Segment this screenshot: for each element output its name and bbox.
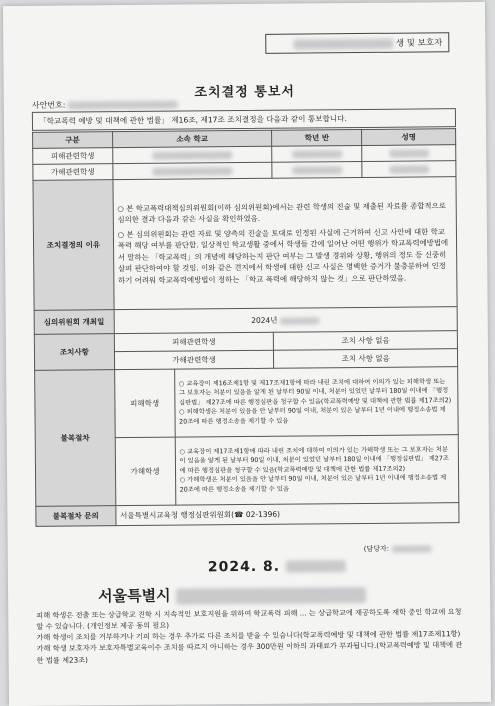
offender-name [362, 161, 456, 178]
measure-victim-value: 조치 사항 없음 [274, 331, 458, 351]
redacted-meeting-date [280, 317, 320, 324]
officer-label: (담당자: [363, 544, 390, 553]
reason-content [113, 177, 457, 310]
appeal-offender-label: 가해학생 [115, 437, 175, 506]
redacted-officer [391, 545, 431, 552]
meeting-date-value: 2024년 [251, 315, 278, 325]
intro-text: 「학교폭력 예방 및 대책에 관한 법률」 제16조, 제17조 조치결정을 다음과 같이 통보합니다. [32, 108, 456, 131]
appeal-offender-text-1: ○ 교육장이 제17조제1항에 따라 내린 조치에 대하여 이의가 있는 가해학생 또는 그 보호자는 처분이 있음을 알게 된 날부터 90일 이내, 처분이 있었던 날부터 180일 이내에 「행정심판법」 제27조에 따른 행정심판을 청구할 수 있음(학교폭력예방 및 대책에 관한 법률 제17조의2) [179, 446, 449, 475]
meeting-label: 심의위원회 개최일 [34, 310, 114, 335]
appeal-victim-text-2: ○ 피해학생은 처분이 있음을 안 날부터 90일 이내, 처분이 있은 날부터 1년 이내에 행정소송법 제20조에 따른 행정소송을 제기할 수 있음 [179, 406, 446, 426]
offender-school [113, 162, 273, 179]
measures-label: 조치사항 [34, 334, 114, 371]
header-name: 성명 [362, 129, 456, 146]
appeal-offender-text-2: ○ 가해학생은 처분이 있음을 안 날부터 90일 이내, 처분이 있은 날부터 1년 이내에 행정소송법 제20조에 따른 행정소송을 제기할 수 있음 [179, 474, 447, 494]
officer-contact [364, 543, 432, 554]
appeal-victim-label: 피해학생 [114, 369, 174, 438]
appeal-victim-content [174, 367, 458, 437]
decision-table [32, 128, 459, 527]
issuer-name-text: 서울특별시 [98, 586, 171, 606]
reason-paragraph-2: ○ 본 심의위원회는 관련 자료 및 양측의 진술을 토대로 인정된 사실에 근거하여 신고 사안에 대한 학교폭력 해당 여부를 판단함. 일상적인 학교생활 중에서 학생들 간에 일어난 어떤 행위가 학교폭력예방법에서 말하는 「학교폭력」의 개념에 해당하는지 판단 여부는 그 발생 경위와 상황, 행위의 정도 등 신중히 살펴 판단하여야 할 것임. 이와 같은 견지에서 학생에 대한 신고 사실은 명백한 증거가 불충분하여 인정하기 어려워 학교폭력예방법이 정하는 「학교 폭력에 해당하지 않는 것」으로 판단하였음. [117, 227, 449, 285]
redacted-day [286, 560, 346, 573]
row-offender-label: 가해관련학생 [33, 164, 113, 181]
redacted-case-number [68, 100, 178, 109]
reason-paragraph-1: ○ 본 학교폭력대책심의위원회(이하 심의위원회)에서는 관련 학생의 진술 및 제출된 자료를 종합적으로 심의한 결과 다음과 같은 사실을 확인하였음. [117, 201, 446, 225]
victim-school [112, 146, 272, 163]
case-number [32, 99, 178, 111]
header-grade: 학년 반 [272, 129, 362, 146]
measure-offender-label: 가해관련학생 [114, 350, 274, 369]
note-2: 가해 학생이 조치를 거부하거나 기피 하는 경우 추가로 다른 조치를 받을 수 있습니다(학교폭력예방 및 대책에 관한 법률 제17조제11항) [36, 629, 461, 643]
issue-date [208, 558, 346, 575]
inquiry-value: 서울특별시교육청 행정심판위원회(☎ 02-1396) [116, 503, 459, 526]
note-1: 피해 학생은 전출 또는 상급학교 진학 시 지속적인 보호지원을 위하여 학교폭력 피해 ... 는 상급학교에 재공하도록 재학 중인 학교에 요청할 수 있습니다. (개인정보 제공 동의 필요) [36, 607, 462, 632]
redacted-recipient [293, 38, 393, 49]
appeal-victim-text-1: ○ 교육장이 제16조제1항 및 제17조제1항에 따라 내린 조치에 대하여 이의가 있는 피해학생 또는 그 보호자는 처분이 있음을 알게 된 날부터 90일 이내, 처분이 있었던 날부터 180일 이내에 「행정심판법」 제27조에 따른 행정심판을 청구할 수 있음(학교폭력예방 및 대책에 관한 법률 제17조의2) [178, 378, 452, 407]
footer-notes [36, 606, 466, 666]
header-school: 소속 학교 [112, 130, 272, 147]
measure-offender-value: 조치 사항 없음 [274, 349, 458, 369]
measure-victim-label: 피해관련학생 [114, 332, 274, 351]
inquiry-label: 불복절차 문의 [36, 506, 116, 527]
recipient-box [265, 32, 449, 54]
appeal-label: 불복절차 [35, 370, 116, 507]
note-3: 가해 학생 보호자가 보호자특별교육이수 조치를 따르지 아니하는 경우 300만원 이하의 과태료가 부과됩니다.(학교폭력예방 및 대책에 관한 법률 제23조) [36, 640, 463, 665]
row-victim-label: 피해관련학생 [33, 148, 113, 165]
victim-grade [272, 145, 362, 162]
offender-grade [272, 161, 362, 178]
notice-document [3, 2, 491, 706]
meeting-date [114, 307, 458, 334]
appeal-offender-content [175, 435, 459, 505]
redacted-issuer [176, 586, 366, 604]
case-number-label: 사안번호: [31, 100, 66, 110]
document-title: 조치결정 통보서 [194, 84, 296, 101]
reason-label: 조치결정의 이유 [33, 180, 114, 311]
header-category: 구분 [33, 132, 113, 149]
issue-date-value: 2024. 8. [207, 558, 281, 576]
issuer-name [98, 583, 366, 606]
victim-name [362, 145, 456, 162]
recipient-suffix: 생 및 보호자 [395, 38, 443, 49]
